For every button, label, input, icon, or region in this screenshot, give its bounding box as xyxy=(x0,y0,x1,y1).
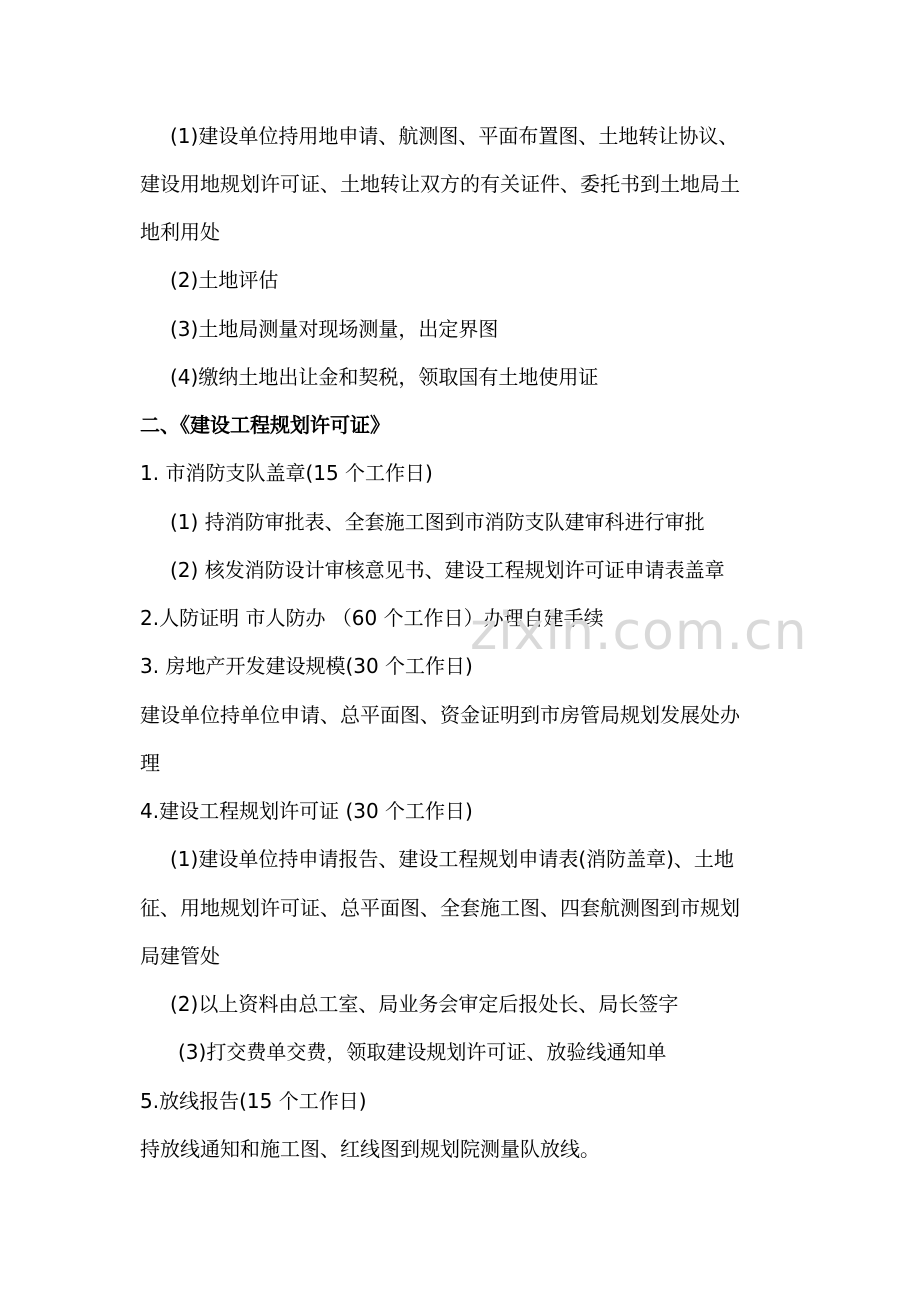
paragraph-line: 理 xyxy=(140,751,160,775)
section-heading: 二、《建设工程规划许可证》 xyxy=(140,413,390,437)
paragraph-line: 地利用处 xyxy=(140,220,220,244)
item-heading: 4.建设工程规划许可证 (30 个工作日) xyxy=(140,799,473,823)
paragraph-line: (3)打交费单交费，领取建设规划许可证、放验线通知单 xyxy=(178,1040,667,1064)
item-heading: 5.放线报告(15 个工作日) xyxy=(140,1089,367,1113)
paragraph-line: 征、用地规划许可证、总平面图、全套施工图、四套航测图到市规划 xyxy=(140,896,740,920)
paragraph-line: (2)以上资料由总工室、局业务会审定后报处长、局长签字 xyxy=(170,992,679,1016)
paragraph-line: (1)建设单位持用地申请、航测图、平面布置图、土地转让协议、 xyxy=(170,124,739,148)
paragraph-line: 持放线通知和施工图、红线图到规划院测量队放线。 xyxy=(140,1137,600,1161)
item-heading: 1. 市消防支队盖章(15 个工作日) xyxy=(140,461,433,485)
paragraph-line: (1) 持消防审批表、全套施工图到市消防支队建审科进行审批 xyxy=(170,510,705,534)
paragraph-line: (3)土地局测量对现场测量，出定界图 xyxy=(170,317,499,341)
paragraph-line: 局建管处 xyxy=(140,944,220,968)
paragraph-line: (1)建设单位持申请报告、建设工程规划申请表(消防盖章)、土地 xyxy=(170,847,734,871)
paragraph-line: (4)缴纳土地出让金和契税，领取国有土地使用证 xyxy=(170,365,599,389)
paragraph-line: (2) 核发消防设计审核意见书、建设工程规划许可证申请表盖章 xyxy=(170,558,725,582)
item-heading: 2.人防证明 市人防办 （60 个工作日）办理自建手续 xyxy=(140,606,604,630)
paragraph-line: (2)土地评估 xyxy=(170,268,279,292)
paragraph-line: 建设单位持单位申请、总平面图、资金证明到市房管局规划发展处办 xyxy=(140,703,740,727)
watermark-text: zixin.com.cn xyxy=(470,602,808,662)
paragraph-line: 建设用地规划许可证、土地转让双方的有关证件、委托书到土地局土 xyxy=(140,172,740,196)
item-heading: 3. 房地产开发建设规模(30 个工作日) xyxy=(140,654,473,678)
